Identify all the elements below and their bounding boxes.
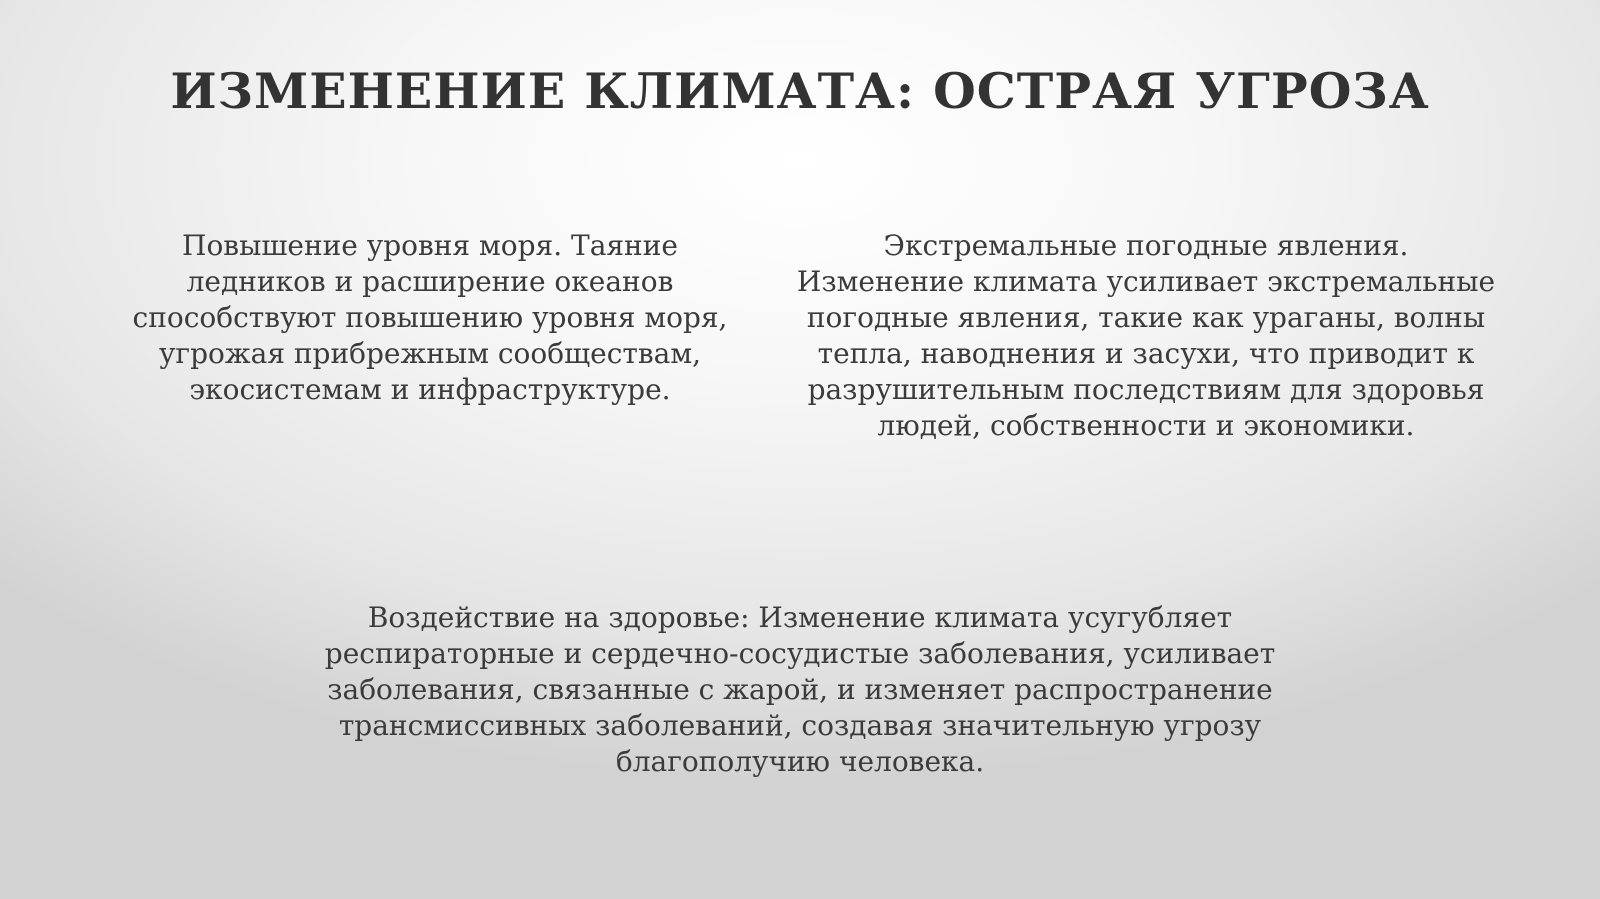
sea-level-rise-paragraph: Повышение уровня моря. Таяние ледников и расширение океанов способствуют повышению уровня моря, угрожая прибрежным сообществам, экосистемам и инфраструктуре. bbox=[132, 229, 728, 406]
health-impact-paragraph: Воздействие на здоровье: Изменение климата усугубляет респираторные и сердечно-сосудистые заболевания, усиливает заболевания, связанные с жарой, и изменяет распространение трансмиссивных заболеваний, создавая значительную угрозу благополучию человека. bbox=[324, 601, 1276, 778]
extreme-weather-paragraph: Экстремальные погодные явления. Изменение климата усиливает экстремальные погодные явления, такие как ураганы, волны тепла, наводнения и засухи, что приводит к разрушительным последствиям для здоровья людей, собственности и экономики. bbox=[796, 229, 1496, 442]
slide-title: ИЗМЕНЕНИЕ КЛИМАТА: ОСТРАЯ УГРОЗА bbox=[170, 62, 1430, 120]
